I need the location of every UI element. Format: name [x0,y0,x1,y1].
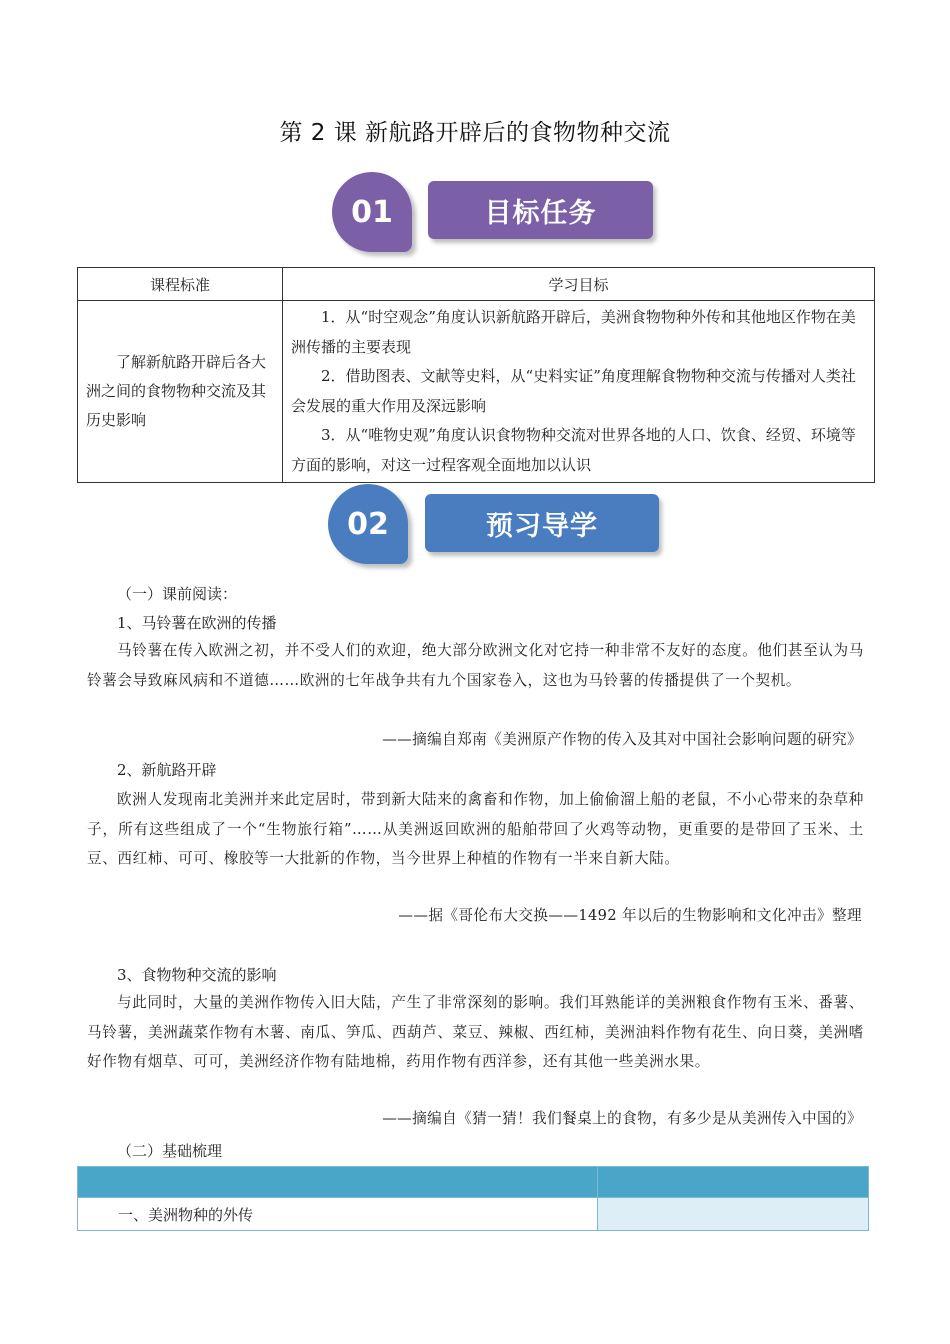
reading-item-2-title: 2、新航路开辟 [117,761,217,779]
goals-table [77,267,875,483]
basics-heading: （二）基础梳理 [117,1142,223,1160]
basics-table [77,1166,869,1231]
section-02-banner: 预习导学 [425,494,659,552]
reading-item-3-text: 与此同时，大量的美洲作物传入旧大陆，产生了非常深刻的影响。我们耳熟能详的美洲粮食作物有玉米、番薯、马铃薯，美洲蔬菜作物有木薯、南瓜、笋瓜、西葫芦、菜豆、辣椒、西红柿，美洲油料作物有花生、向日葵，美洲嗜好作物有烟草、可可，美洲经济作物有陆地棉，药用作物有西洋参，还有其他一些美洲水果。 [87,994,864,1070]
section-02-badge: 02 [328,484,408,564]
reading-item-3-source: ——摘编自《猜一猜！我们餐桌上的食物，有多少是从美洲传入中国的》 [382,1110,862,1127]
header-objectives: 学习目标 [283,268,875,301]
header-standard: 课程标准 [78,268,283,301]
reading-item-1-text: 马铃薯在传入欧洲之初，并不受人们的欢迎，绝大部分欧洲文化对它持一种非常不友好的态度。他们甚至认为马铃薯会导致麻风病和不道德……欧洲的七年战争共有九个国家卷入，这也为马铃薯的传播提供了一个契机。 [87,642,864,689]
reading-item-2-text: 欧洲人发现南北美洲并来此定居时，带到新大陆来的禽畜和作物，加上偷偷溜上船的老鼠，不小心带来的杂草种子，所有这些组成了一个“生物旅行箱”……从美洲返回欧洲的船舶带回了火鸡等动物，更重要的是带回了玉米、土豆、西红柿、可可、橡胶等一大批新的作物，当今世界上种植的作物有一半来自新大陆。 [87,791,864,867]
objective-1: 1．从“时空观念”角度认识新航路开辟后，美洲食物物种外传和其他地区作物在美洲传播的主要表现 [291,308,856,356]
section-01-banner: 目标任务 [428,181,653,239]
basics-row-1-answer [598,1198,869,1231]
reading-heading: （一）课前阅读： [117,585,238,603]
objective-2: 2．借助图表、文献等史料，从“史料实证”角度理解食物物种交流与传播对人类社会发展的重大作用及深远影响 [291,367,856,415]
reading-item-2-source: ——据《哥伦布大交换——1492 年以后的生物影响和文化冲击》整理 [398,907,862,924]
course-standard: 了解新航路开辟后各大洲之间的食物物种交流及其历史影响 [78,301,283,483]
reading-item-1-source: ——摘编自郑南《美洲原产作物的传入及其对中国社会影响问题的研究》 [382,731,862,748]
objective-3: 3．从“唯物史观”角度认识食物物种交流对世界各地的人口、饮食、经贸、环境等方面的影响，对这一过程客观全面地加以认识 [291,426,856,474]
reading-item-1-title: 1、马铃薯在欧洲的传播 [117,614,277,632]
reading-item-3-title: 3、食物物种交流的影响 [117,966,277,984]
section-01-badge: 01 [332,172,412,252]
learning-objectives [283,301,875,483]
basics-header-cell-1 [78,1167,598,1198]
page-title: 第 2 课 新航路开辟后的食物物种交流 [279,120,671,146]
basics-header-cell-2 [598,1167,869,1198]
basics-row-1-label: 一、美洲物种的外传 [78,1198,598,1231]
